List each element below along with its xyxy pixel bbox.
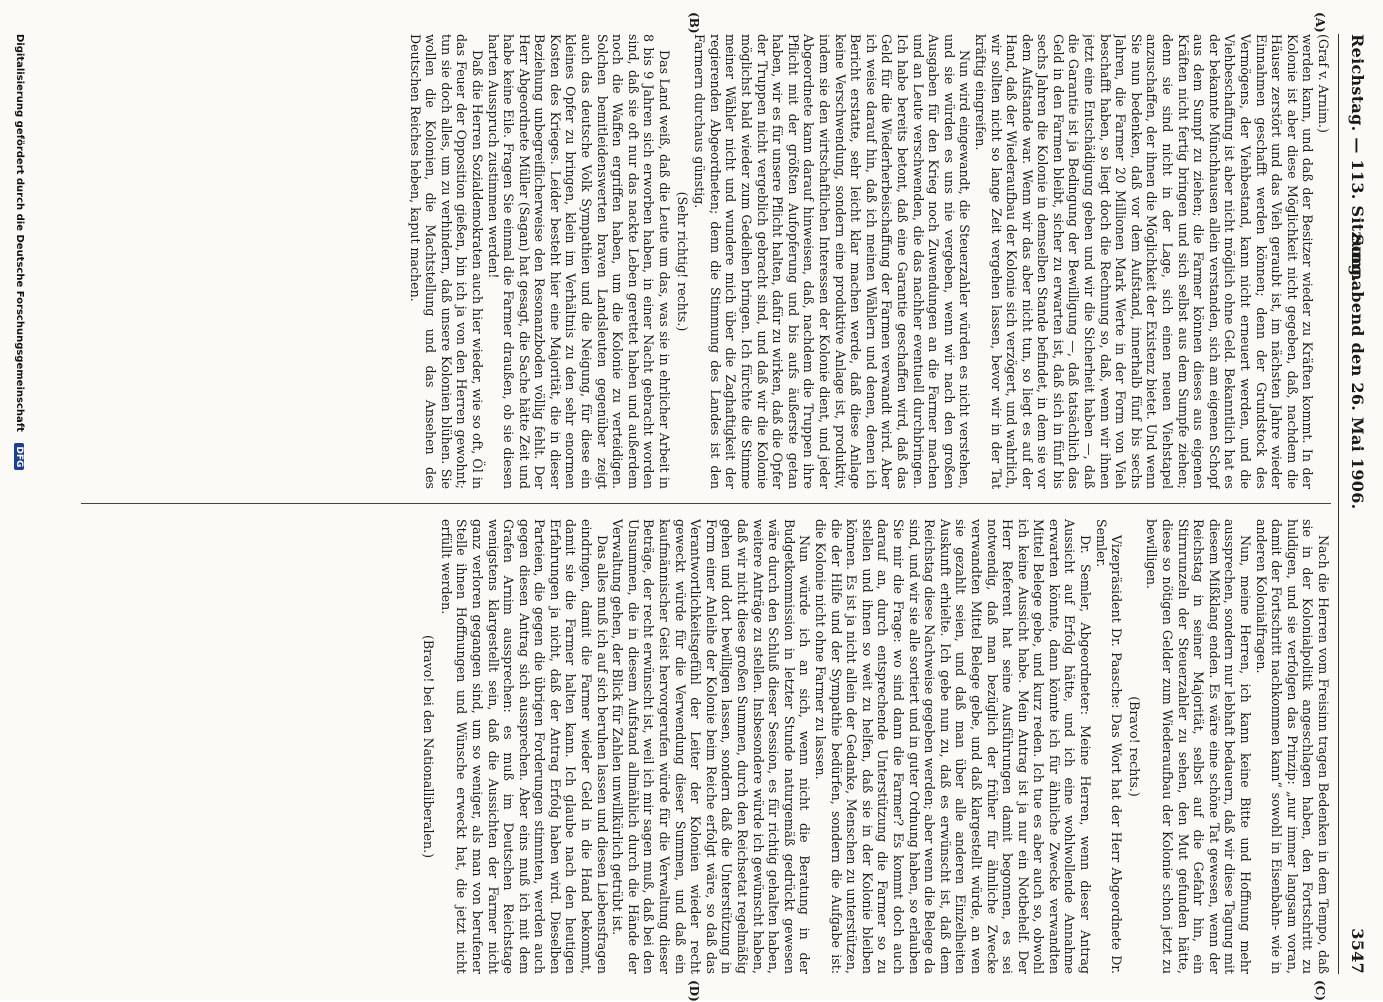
left-column [81, 34, 1331, 489]
interjection: (Bravo! rechts.) [1126, 696, 1142, 797]
speaker-tag: (Graf v. Arnim.) [1316, 34, 1331, 133]
president-announcement: Vizepräsident Dr. Paasche: Das Wort hat der Herr Abgeordnete Dr. Semler. [1093, 519, 1125, 974]
paragraph: Dr. Semler, Abgeordneter: Meine Herren, wenn dieser Antrag Aussicht auf Erfolg hätte, und ich eine wohlwollende Annahme erwarten könnte, dann könnte ich für ähnliche Zwecke verwandten Mittel Belege gebe, und kurz reden. Ich tue es aber auch so, obwohl ich keine Aussicht habe. Mein Antrag ist ja nur ein Notbehelf. Der Herr Referent hat seine Ausführungen damit begonnen, es sei notwendig, daß man bezüglich der früher für ähnliche Zwecke verwandten Mittel Belege gebe, und daß klargestellt würde, an wen sie gezahlt seien, und daß man über alle anderen Einzelheiten Auskunft erhielte. Ich gebe nun zu, daß es erwünscht ist, daß dem Reichstag diese Nachweise gegeben werden; aber wenn die Belege da sind, und wir sie alle sortiert und in guter Ordnung haben, so erlauben Sie mir die Frage: wo sind dann die Farmer? Es kommt doch auch darauf an, durch entsprechende Unterstützung die Farmer so zu stellen und ihnen so weit zu helfen, daß sie in der Kolonie bleiben können. Es ist ja nicht allein der Gedanke, Menschen zu unterstützen, die der Hilfe und der Sympathie bedürfen, sondern die Aufgabe ist: die Kolonie nicht ohne Farmer zu lassen. [813, 519, 1094, 974]
paragraph: werden kann, und daß der Besitzer wieder zu Kräften kommt. In der Kolonie ist aber diese Möglichkeit nicht gegeben, daß, nachdem die Häuser zerstört und das Vieh geraubt ist, im nächsten Jahre wieder Einnahmen geschafft werden können; denn der Grundstock des Vermögens, der Viehbestand, kann nicht erneuert werden, und die Viehbeschaffung ist aber nicht möglich ohne Geld. Bekanntlich hat es der bekannte Münchhausen allein verstanden, sich am eigenen Schopf aus dem Sumpf zu ziehen; die Farmer können dieses aus eigenen Kräften nicht fertig bringen und sich selbst aus dem Sumpfe ziehen; denn sie sind nicht in der Lage, sich einen neuen Viehstapel anzuschaffen, der ihnen die Möglichkeit der Existenz bietet. Und wenn Sie nun bedenken, daß vor dem Aufstand, innerhalb fünf bis sechs Jahren, die Farmer 20 Millionen Mark Werte in der Form von Vieh beschafft haben, so liegt doch die Rechnung so, daß, wenn wir ihnen jetzt eine Entschädigung geben und wir die Sicherheit haben —, daß die Garantie ist ja Bedingung der Bewilligung —, daß tatsächlich das Geld in den Farmen bleibt, sicher zu erwarten ist, daß sich in fünf bis sechs Jahren die Kolonie in demselben Stande befindet, in dem sie vor dem Aufstande war. Wenn wir das aber nicht tun, so liegt es auf der Hand, daß der Wiederaufbau der Kolonie sich verzögert, und wahrlich, wir sollten nicht so lange Zeit vergehen lassen, bevor wir in der Tat kräftig eingreifen. [972, 34, 1316, 489]
margin-letter-b: (B) [687, 12, 701, 34]
header-rule [1338, 34, 1339, 974]
header-session-title: Reichstag. — 113. Sitzung. [1348, 34, 1367, 283]
column-divider [81, 503, 1331, 504]
credit-text: Digitalisierung gefördert durch die Deutsche Forschungsgemeinschaft [14, 34, 25, 432]
running-header [1339, 34, 1369, 974]
margin-letter-c: (C) [1313, 980, 1327, 1001]
digitization-credit [14, 34, 25, 974]
header-date: Sonnabend den 26. Mai 1906. [1348, 234, 1367, 510]
interjection: (Sehr richtig! rechts.) [674, 191, 690, 332]
margin-letter-a: (A) [1313, 12, 1327, 33]
paragraph: Nun, meine Herren, ich kann keine Bitte und Hoffnung mehr aussprechen, sondern nur lebhaft bedauern, daß wir diese Tagung mit diesem Mißklang enden. Es wäre eine schöne Tat gewesen, wenn der Reichstag in seiner Majorität, selbst auf die Gefahr hin, ein Stirnrunzeln der Steuerzahler zu sehen, den Mut gefunden hätte, diese so nötigen Gelder zum Wiederaufbau der Kolonie schon jetzt zu bewilligen. [1144, 519, 1254, 974]
dfg-logo-icon: DFG [14, 443, 24, 470]
paragraph: Das Land weiß, daß die Leute um das, was sie in ehrlicher Arbeit in 8 bis 9 Jahren sich erworben haben, in einer Nacht gebracht worden sind, daß sie oft nur das nackte Leben gerettet haben und außerdem noch die Waffen ergriffen haben, um die Kolonie zu verteidigen. Solchen bemitleidenswerten braven Landsleuten gegenüber zeigt auch das deutsche Volk Sympathien und die Neigung, für diese ein kleines Opfer zu bringen, klein im Verhältnis zu den sehr enormen Kosten des Krieges. Leider besteht hier eine Majorität, die in dieser Beziehung unbegreiflicherweise den Resonanzboden völlig fehlt. Der Herr Abgeordnete Müller (Sagan) hat gesagt, die Sache hätte Zeit und habe keine Eile. Fragen Sie einmal die Farmer draußen, ob sie diesen harten Ausspruch zustimmen werden! [485, 34, 673, 489]
paragraph: Nach die Herren vom Freisinn tragen Bedenken in dem Tempo, daß sie in der Kolonialpolitik angeschlagen haben, den Fortschritt zu huldigen, und sie verfolgen das Prinzip: „nur immer langsam voran, damit der Fortschritt nachkommen kann“ sowohl in Eisenbahn- wie in anderen Kolonialfragen. [1253, 519, 1331, 974]
interjection: (Bravo! bei den Nationalliberalen.) [421, 634, 437, 859]
margin-letter-d: (D) [687, 980, 701, 1002]
paragraph: Nun würde ich an sich, wenn nicht die Beratung in der Budgetkommission in letzter Stunde naturgemäß gedrückt gewesen wäre durch den Schluß dieser Session, es für richtig gehalten haben, weitere Anträge zu stellen. Insbesondere würde ich gewünscht haben, daß wir nicht diese großen Summen, durch den Reichsetat regelmäßig gehen und dort bewilligen lassen, sondern daß die Unterstützung in Form einer Anleihe der Kolonie beim Reiche erfolgt wäre, so daß das Verantwortlichkeitsgefühl der Leiter der Kolonien wieder recht geweckt würde für die Verwendung dieser Summen, und daß ein kaufmännischer Geist hervorgerufen würde für die Verwaltung dieser Beträge, der recht erwünscht ist, weil ich mir sagen muß, daß bei den Unsummen, die in diesem Aufstand allmählich durch die Hände der Verwaltung gehen, der Blick für Zahlen unwillkürlich getrübt ist. [610, 519, 813, 974]
paragraph: Nun wird eingewandt, die Steuerzahler würden es nicht verstehen, und sie würden es uns nie vergeben, wenn wir nach den großen Ausgaben für den Krieg noch Zuwendungen an die Farmer machen und an Leute verschwenden, die das nachher eventuell durchbringen. Ich habe bereits betont, daß eine Garantie geschaffen wird, daß das Geld für die Wiederherbeischaffung der Farmen verwandt wird. Aber ich weise darauf hin, daß ich meinen Wählern und denen, denen ich Bericht erstatte, sehr leicht klar machen werde, daß diese Anlage keine Verschwendung, sondern eine produktive Anlage ist, produktiv, indem sie den wirtschaftlichen Interessen der Kolonie dient, und jeder Abgeordnete kann darauf hinweisen, daß, nachdem die Truppen ihre Pflicht mit der größten Aufopferung und bis aufs äußerste getan haben, wir es für unsere Pflicht halten, dafür zu wirken, daß die Opfer der Truppen nicht vergeblich gebracht sind, und daß wir die Kolonie möglichst bald wieder zum Gedeihen bringen. Ich fürchte die Stimme meiner Wähler nicht und wundere mich über die Zaghaftigkeit der regierenden Abgeordneten; denn die Stimmung des Landes ist den Farmern durchaus günstig. [692, 34, 973, 489]
paragraph: Das alles muß ich auf sich beruhen lassen und diesen Liebensfragen eindringen, damit die Farmer wieder Geld in die Hand bekommt, damit sie die Farmer halten kann. Ich glaube nach den heutigen Erfahrungen ja nicht, daß der Antrag Erfolg haben wird. Dieselben Parteien, die gegen die übrigen Forderungen stimmten, werden auch gegen diesen Antrag sich aussprechen. Aber eins muß ich mit dem Grafen Arnim aussprechen: es muß im Deutschen Reichstage wenigstens klargestellt sein, daß die Aussichten der Farmer nicht ganz verloren gegangen sind, um so weniger, als man von berufener Stelle ihnen Hoffnungen und Wünsche erweckt hat, die jetzt nicht erfüllt werden. [438, 519, 610, 974]
right-column [81, 519, 1331, 974]
paragraph: Daß die Herren Sozialdemokraten auch hier wieder, wie so oft, Öl in das Feuer der Opposition gießen, bin ich ja von den Herren gewohnt; tun sie doch alles, um zu verhindern, daß unsere Kolonien blühen. Sie wollen die Kolonien, die Machtstellung und das Ansehen des Deutschen Reiches heben, kaput machen. [407, 34, 485, 489]
page-number: 3547 [1348, 928, 1367, 974]
